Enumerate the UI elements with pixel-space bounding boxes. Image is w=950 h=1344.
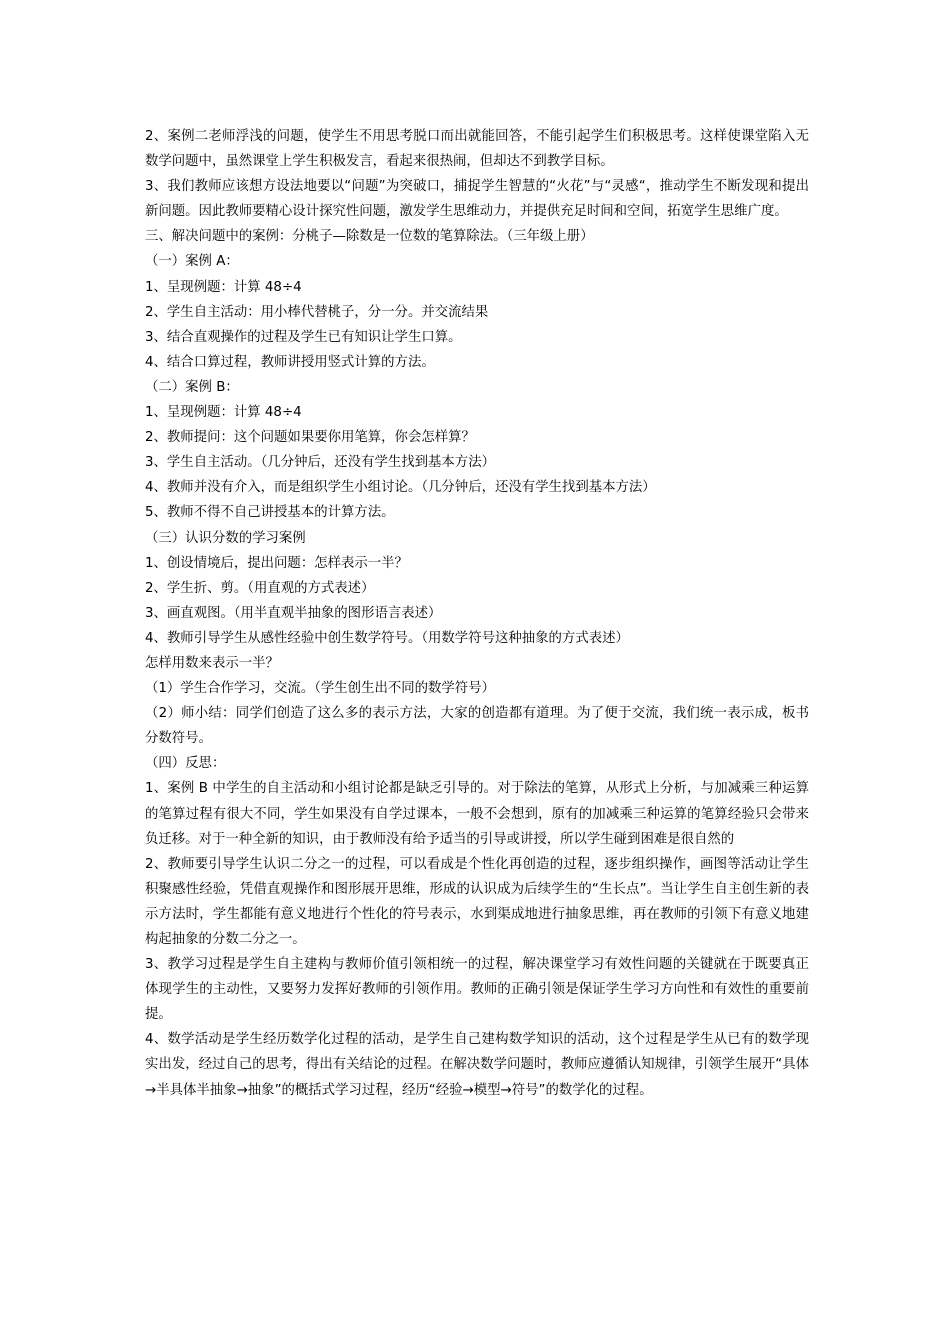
fraction-step-2: 2、学生折、剪。（用直观的方式表述） (145, 580, 375, 596)
subheading-fraction-case: （三）认识分数的学习案例 (145, 530, 306, 546)
case-b-step-4: 4、教师并没有介入，而是组织学生小组讨论。（几分钟后，还没有学生找到基本方法） (145, 480, 656, 496)
paragraph-case2-reflection-3: 3、我们教师应该想方设法地要以“问题”为突破口，捕捉学生智慧的“火花”与“灵感“，推动学生不断发现和提出新问题。因此教师要精心设计探究性问题，激发学生思维动力，并提供充足时间和空间，拓宽学生思维广度。 (145, 179, 809, 220)
reflection-point-4: 4、数学活动是学生经历数学化过程的活动，是学生自己建构数学知识的活动，这个过程是学生从已有的数学现实出发，经过自己的思考，得出有关结论的过程。在解决数学问题时，教师应遵循认知规律，引领学生展开“具体→半具体半抽象→抽象”的概括式学习过程，经历“经验→模型→符号”的数学化的过程。 (145, 1032, 809, 1098)
fraction-step-4: 4、教师引导学生从感性经验中创生数学符号。（用数学符号这种抽象的方式表述） (145, 630, 629, 646)
case-a-step-1: 1、呈现例题：计算 48÷4 (145, 279, 302, 295)
document-body (145, 124, 809, 1103)
case-b-step-2: 2、教师提问：这个问题如果要你用笔算，你会怎样算？ (145, 430, 475, 446)
reflection-point-1: 1、案例 B 中学生的自主活动和小组讨论都是缺乏引导的。对于除法的笔算，从形式上分析，与加减乘三种运算的笔算过程有很大不同，学生如果没有自学过课本，一般不会想到，原有的加减乘三种运算的笔算经验只会带来负迁移。对于一种全新的知识，由于教师没有给予适当的引导或讲授，所以学生碰到困难是很自然的 (145, 781, 809, 847)
case-b-step-5: 5、教师不得不自己讲授基本的计算方法。 (145, 505, 395, 521)
subheading-case-b: （二）案例 B： (145, 379, 239, 395)
case-a-step-3: 3、结合直观操作的过程及学生已有知识让学生口算。 (145, 329, 462, 345)
fraction-step-1: 1、创设情境后，提出问题：怎样表示一半？ (145, 555, 408, 571)
paragraph-case2-reflection-2: 2、案例二老师浮浅的问题，使学生不用思考脱口而出就能回答，不能引起学生们积极思考。这样使课堂陷入无数学问题中，虽然课堂上学生积极发言，看起来很热闹，但却达不到教学目标。 (145, 129, 809, 170)
fraction-step-3: 3、画直观图。（用半直观半抽象的图形语言表述） (145, 605, 442, 621)
case-a-step-2: 2、学生自主活动：用小棒代替桃子，分一分。并交流结果 (145, 304, 489, 320)
case-b-step-3: 3、学生自主活动。（几分钟后，还没有学生找到基本方法） (145, 455, 495, 471)
fraction-question: 怎样用数来表示一半？ (145, 655, 279, 671)
fraction-substep-1: （1）学生合作学习，交流。（学生创生出不同的数学符号） (145, 681, 495, 697)
subheading-reflection: （四）反思： (145, 756, 226, 772)
case-a-step-4: 4、结合口算过程，教师讲授用竖式计算的方法。 (145, 354, 435, 370)
subheading-case-a: （一）案例 A： (145, 254, 239, 270)
reflection-point-3: 3、教学习过程是学生自主建构与教师价值引领相统一的过程，解决课堂学习有效性问题的关键就在于既要真正体现学生的主动性，又要努力发挥好教师的引领作用。教师的正确引领是保证学生学习方向性和有效性的重要前提。 (145, 957, 809, 1023)
reflection-point-2: 2、教师要引导学生认识二分之一的过程，可以看成是个性化再创造的过程，逐步组织操作，画图等活动让学生积聚感性经验，凭借直观操作和图形展开思维，形成的认识成为后续学生的“生长点”。当让学生自主创生新的表示方法时，学生都能有意义地进行个性化的符号表示，水到渠成地进行抽象思维，再在教师的引领下有意义地建构起抽象的分数二分之一。 (145, 856, 809, 947)
case-b-step-1: 1、呈现例题：计算 48÷4 (145, 405, 302, 421)
section-heading-3: 三、解决问题中的案例：分桃子—除数是一位数的笔算除法。（三年级上册） (145, 229, 594, 245)
fraction-substep-2: （2）师小结：同学们创造了这么多的表示方法，大家的创造都有道理。为了便于交流，我们统一表示成，板书分数符号。 (145, 706, 809, 747)
